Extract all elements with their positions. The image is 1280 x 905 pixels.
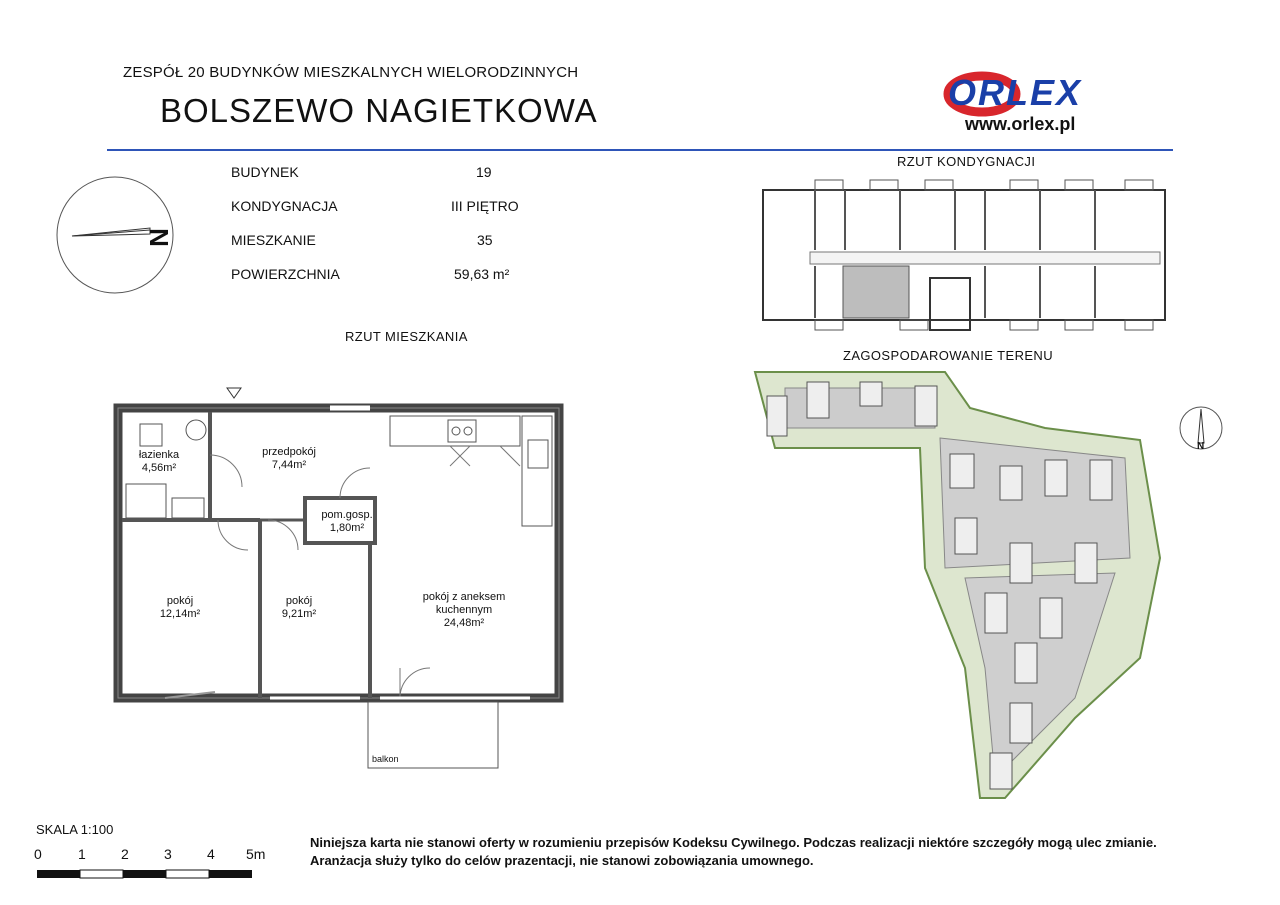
room-living-area: 24,48m² [443,617,485,629]
info-value-apartment: 35 [477,232,493,248]
scale-tick-4: 4 [207,846,215,862]
room-balcony-name: balkon [372,754,399,764]
scale-label: SKALA 1:100 [36,822,114,837]
compass-north-letter: N [143,228,174,247]
info-value-floor: III PIĘTRO [451,198,519,214]
info-label-apartment: MIESZKANIE [231,232,316,248]
info-label-floor: KONDYGNACJA [231,198,338,214]
site-compass-north-letter: N [1197,441,1205,452]
scale-tick-0: 0 [34,846,42,862]
section-floor-plan: RZUT KONDYGNACJI [897,154,1036,169]
floor-plan-drawing [755,178,1175,338]
room-hall-area: 7,44m² [271,459,307,471]
scale-bar [37,870,267,884]
apartment-plan-drawing [110,380,570,780]
room-bedroom2-name: pokój [285,595,313,607]
logo-text: ORLEX [948,72,1083,113]
disclaimer-line-1: Niniejsza karta nie stanowi oferty w rozumieniu przepisów Kodeksu Cywilnego. Podczas realizacji niektóre szczegóły mogą ulec zmianie. [310,835,1157,850]
room-bathroom-area: 4,56m² [141,462,177,474]
room-bathroom-name: łazienka [138,449,180,461]
disclaimer-line-2: Aranżacja służy tylko do celów prazentacji, nie stanowi zobowiązania umownego. [310,853,814,868]
room-bedroom2-area: 9,21m² [281,608,317,620]
disclaimer [310,834,1157,870]
scale-tick-1: 1 [78,846,86,862]
section-apartment-plan: RZUT MIESZKANIA [345,329,468,344]
room-bedroom1-name: pokój [166,595,194,607]
info-value-area: 59,63 m² [454,266,510,282]
room-bedroom1-area: 12,14m² [159,608,201,620]
site-plan-drawing [745,368,1165,808]
room-utility-name: pom.gosp. [321,509,373,521]
project-title: BOLSZEWO NAGIETKOWA [160,92,598,129]
room-living-name-line2: kuchennym [435,604,493,616]
info-label-area: POWIERZCHNIA [231,266,340,282]
info-label-building: BUDYNEK [231,164,299,180]
room-living-name-line1: pokój z aneksem [422,591,506,603]
info-value-building: 19 [476,164,492,180]
room-hall-name: przedpokój [262,446,316,458]
scale-tick-2: 2 [121,846,129,862]
scale-tick-3: 3 [164,846,172,862]
room-utility-area: 1,80m² [329,522,365,534]
project-subtitle: ZESPÓŁ 20 BUDYNKÓW MIESZKALNYCH WIELORODZINNYCH [123,64,579,81]
scale-tick-5: 5m [246,846,266,862]
header-divider [107,149,1173,151]
logo-url[interactable]: www.orlex.pl [965,114,1076,134]
section-site-plan: ZAGOSPODAROWANIE TERENU [843,348,1054,363]
